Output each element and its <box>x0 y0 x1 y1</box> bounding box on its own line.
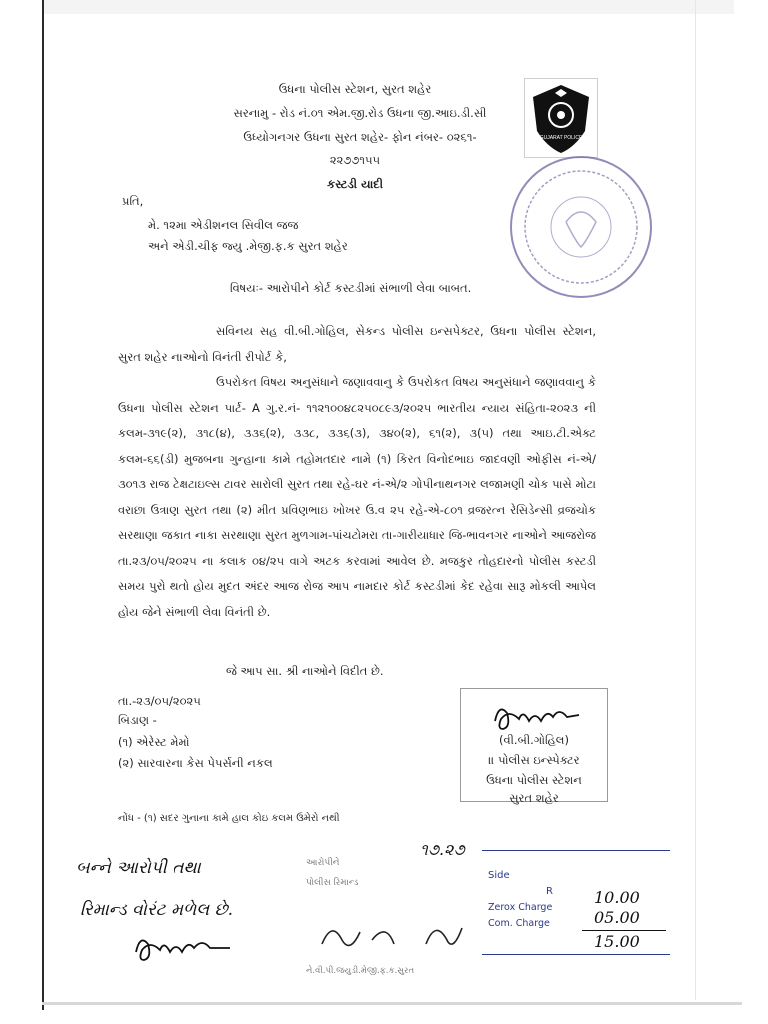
header-phone: ૨૨૭૭૧૫૫ <box>329 153 381 167</box>
charges-stamp <box>482 850 670 968</box>
zerox-charge-value: 10.00 <box>594 888 640 907</box>
court-stamp-line-2: પોલીસ રિમાન્ડ <box>306 878 359 888</box>
body-closing-line: જે આપ સા. શ્રી નાઓને વિદીત છે. <box>226 664 384 678</box>
enclosure-item-1: (૧) એરેસ્ટ મેમો <box>118 735 190 749</box>
gujarat-police-logo <box>524 78 598 158</box>
signatory-station: ઉધના પોલીસ સ્ટેશન <box>486 773 582 787</box>
letter-date: તા.-૨૩/૦૫/૨૦૨૫ <box>118 694 201 708</box>
logo-text: GUJARAT POLICE <box>539 135 583 141</box>
handwritten-number: ૧૭.૨૭ <box>420 840 465 859</box>
zerox-charge-label: Zerox Charge <box>488 902 553 913</box>
round-seal-stamp <box>506 152 656 302</box>
com-charge-value: 05.00 <box>594 908 640 927</box>
enclosure-item-2: (૨) સારવારના કેસ પેપર્સની નકલ <box>118 756 273 770</box>
signature-graphic <box>489 699 585 733</box>
handwritten-line-1: બન્ને આરોપી તથા <box>76 858 201 878</box>
enclosure-label: બિડાણ - <box>118 713 157 727</box>
total-charge-value: 15.00 <box>594 932 640 951</box>
com-charge-label: Com. Charge <box>488 918 550 929</box>
signatory-name: (વી.બી.ગોહિલ) <box>498 733 569 747</box>
recipient-line2: અને એડી.ચીફ જ્યુ .મેજી.ફ.ક સુરત શહેર <box>148 239 348 253</box>
signatory-city: સુરત શહેર <box>509 791 559 805</box>
court-endorsement-stamp <box>296 838 496 984</box>
signatory-box <box>460 688 608 805</box>
document-title: કસ્ટડી યાદી <box>326 177 384 191</box>
body-main-paragraph: ઉપરોકત વિષય અનુસંધાને જણાવવાનુ કે ઉપરોકત વિષય અનુસંધાને જણાવવાનુ કે ઉધના પોલીસ સ્ટેશન પાર્ટ- A ગુ.ર.નં- ૧૧૨૧૦૦૪૮૨૫૦૮૯૩/૨૦૨૫ ભારતીય ન્યાય સંહિતા-૨૦૨૩ ની કલમ-૩૧૯(૨), ૩૧૮(૪), ૩૩૬(૨), ૩૩૮, ૩૩૬(૩), ૩૪૦(૨), ૬૧(૨), ૩(૫) તથા આઇ.ટી.એક્ટ કલમ-૬૬(ડી) મુજબના ગુન્હાના કામે તહોમતદાર નામે (૧) કિરત વિનોદભાઇ જાદવણી ઓફીસ નં-એ/૩૦૧૩ રાજ ટેક્ષટાઇલ્સ ટાવર સારોલી સુરત તથા રહે-ઘર નં-એ/૨ ગોપીનાથનગર લજામણી ચોક પાસે મોટા વરાછા ઉત્રાણ સુરત તથા (૨) મીત પ્રવિણભાઇ ખોખર ઉ.વ ૨૫ રહે-એ-૮૦૧ વ્રજરત્ન રેસિડેન્સી વ્રજચોક સરથાણા જકાત નાકા સરથાણા સુરત મુળગામ-પાંચટોમરા તા-ગારીયાધાર જિ-ભાવનગર નાઓને આજરોજ તા.૨૩/૦૫/૨૦૨૫ ના કલાક ૦૪/૨૫ વાગે અટક કરવામાં આવેલ છે. મજકુર તોહદારનો પોલીસ કસ્ટડી સમય પુરો થતો હોય મુદત અંદર આજ રોજ આપ નામદાર કોર્ટ કસ્ટડીમાં કેદ રહેવા સારૂ મોકલી આપેલ હોય જેને સંભાળી લેવા વિનંતી છે. <box>118 375 596 619</box>
header-address-line1: સરનામુ - રોડ નં.૦૧ એમ.જી.રોડ ઉધના જી.આઇ.ડી.સી <box>233 106 487 120</box>
footer-note: નોંધ - (૧) સદર ગુનાના કામે હાલ કોઇ કલમ ઉમેરો નથી <box>118 813 340 824</box>
row-label: R <box>546 886 553 897</box>
court-stamp-line-1: આરોપીને <box>306 858 340 868</box>
recipient-prefix: પ્રતિ, <box>122 194 144 208</box>
handwritten-line-2: રિમાન્ડ વોરંટ મળેલ છે. <box>80 900 234 920</box>
signatory-designation: ॥ પોલીસ ઇન્સ્પેક્ટર <box>488 753 580 767</box>
subject-line: વિષયઃ- આરોપીને કોર્ટ કસ્ટડીમાં સંભાળી લેવા બાબત. <box>230 281 472 295</box>
header-station-name: ઉધના પોલીસ સ્ટેશન, સુરત શહેર <box>278 82 432 96</box>
recipient-line1: મે. ૧૨મા એડીશનલ સિવીલ જજ <box>148 218 299 232</box>
body-intro-paragraph: સવિનય સહ વી.બી.ગોહિલ, સેકન્ડ પોલીસ ઇન્સપેક્ટર, ઉધના પોલીસ સ્ટેશન, સુરત શહેર નાઓનો વિનંતી રીપોર્ટ કે, <box>118 324 596 364</box>
header-address-line2: ઉધ્યોગનગર ઉધના સુરત શહેર- ફોન નંબર- ૦૨૬૧- <box>243 130 477 144</box>
court-stamp-line-3: ને.વી.પી.જયુડી.મેજી.ફ.ક.સુરત <box>306 966 415 976</box>
side-label: Side <box>488 870 510 881</box>
handwritten-signature <box>130 930 240 964</box>
court-stamp-signatures <box>316 914 476 958</box>
